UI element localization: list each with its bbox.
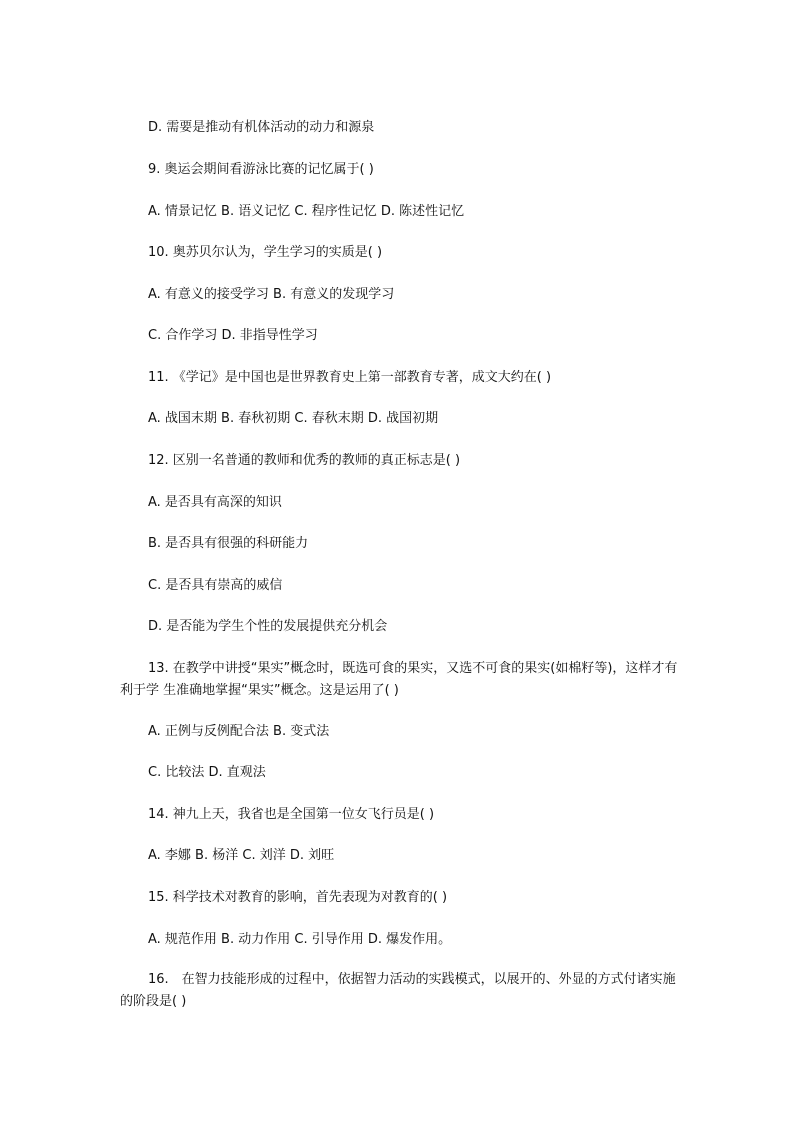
question-14: 14. 神九上天，我省也是全国第一位女飞行员是( ) bbox=[148, 807, 435, 822]
question-16: 16. 在智力技能形成的过程中，依据智力活动的实践模式，以展开的、外显的方式付诸实施的阶段是( ) bbox=[120, 972, 676, 1009]
question-10: 10. 奥苏贝尔认为，学生学习的实质是( ) bbox=[148, 245, 383, 260]
answer-option-line: D. 需要是推动有机体活动的动力和源泉 bbox=[148, 120, 375, 135]
answer-options-9: A. 情景记忆 B. 语义记忆 C. 程序性记忆 D. 陈述性记忆 bbox=[148, 204, 465, 219]
question-9: 9. 奥运会期间看游泳比赛的记忆属于( ) bbox=[148, 162, 374, 177]
answer-option-12-b: B. 是否具有很强的科研能力 bbox=[148, 536, 309, 551]
answer-options-13-cd: C. 比较法 D. 直观法 bbox=[148, 765, 266, 780]
answer-option-12-c: C. 是否具有崇高的威信 bbox=[148, 578, 283, 593]
answer-options-14: A. 李娜 B. 杨洋 C. 刘洋 D. 刘旺 bbox=[148, 848, 335, 863]
question-15: 15. 科学技术对教育的影响，首先表现为对教育的( ) bbox=[148, 890, 448, 905]
answer-option-12-d: D. 是否能为学生个性的发展提供充分机会 bbox=[148, 619, 388, 634]
answer-options-10-cd: C. 合作学习 D. 非指导性学习 bbox=[148, 328, 318, 343]
question-12: 12. 区别一名普通的教师和优秀的教师的真正标志是( ) bbox=[148, 453, 461, 468]
answer-options-10-ab: A. 有意义的接受学习 B. 有意义的发现学习 bbox=[148, 287, 395, 302]
answer-option-12-a: A. 是否具有高深的知识 bbox=[148, 495, 282, 510]
answer-options-11: A. 战国末期 B. 春秋初期 C. 春秋末期 D. 战国初期 bbox=[148, 411, 439, 426]
question-11: 11. 《学记》是中国也是世界教育史上第一部教育专著，成文大约在( ) bbox=[148, 370, 552, 385]
answer-options-15: A. 规范作用 B. 动力作用 C. 引导作用 D. 爆发作用。 bbox=[148, 932, 452, 947]
question-13: 13. 在教学中讲授“果实”概念时，既选可食的果实，又选不可食的果实(如棉籽等)，这样才有利于学 生准确地掌握“果实”概念。这是运用了( ) bbox=[120, 661, 678, 698]
answer-options-13-ab: A. 正例与反例配合法 B. 变式法 bbox=[148, 724, 330, 739]
